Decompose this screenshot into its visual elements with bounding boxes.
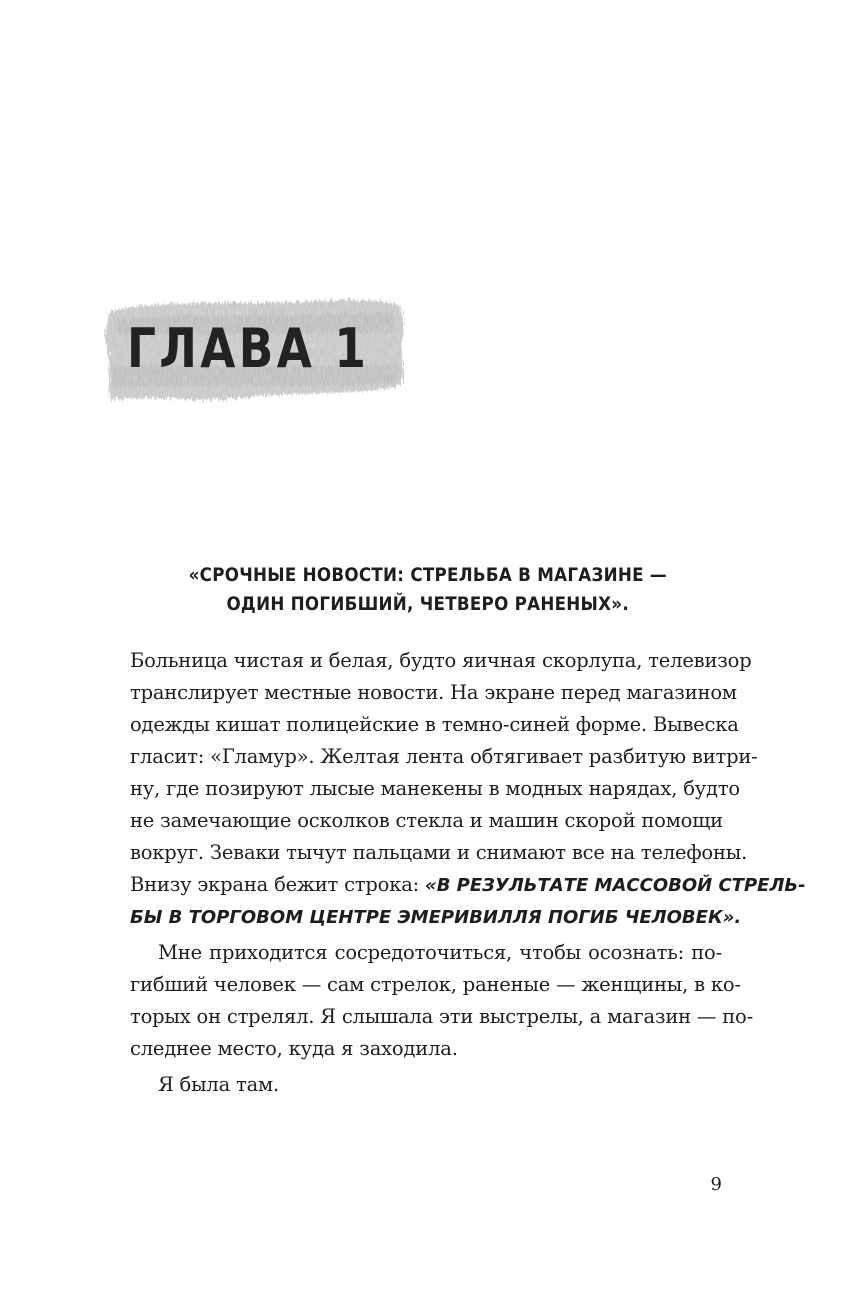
body-line: гибший человек — сам стрелок, раненые — женщины, в ко- bbox=[130, 973, 741, 996]
chapter-heading bbox=[100, 292, 410, 410]
body-line: вокруг. Зеваки тычут пальцами и снимают все на телефоны. bbox=[130, 841, 748, 864]
body-line: торых он стрелял. Я слышала эти выстрелы, а магазин — по- bbox=[130, 1005, 753, 1028]
epigraph-line-1: «СРОЧНЫЕ НОВОСТИ: СТРЕЛЬБА В МАГАЗИНЕ — bbox=[188, 564, 668, 586]
body-line: одежды кишат полицейские в темно-синей форме. Вывеска bbox=[130, 713, 739, 736]
body-line bbox=[130, 869, 806, 901]
body-line: транслирует местные новости. На экране перед магазином bbox=[130, 681, 737, 704]
body-line: ну, где позируют лысые манекены в модных нарядах, будто bbox=[130, 777, 740, 800]
body-line: Мне приходится сосредоточиться, чтобы осознать: по- bbox=[158, 941, 722, 964]
news-ticker-headline: «В РЕЗУЛЬТАТЕ МАССОВОЙ СТРЕЛЬ- bbox=[425, 875, 806, 896]
epigraph-line-2: ОДИН ПОГИБШИЙ, ЧЕТВЕРО РАНЕНЫХ». bbox=[226, 593, 630, 615]
body-line: Я была там. bbox=[158, 1073, 279, 1096]
body-line bbox=[130, 901, 742, 933]
chapter-title: ГЛАВА 1 bbox=[127, 317, 370, 380]
body-line: следнее место, куда я заходила. bbox=[130, 1037, 458, 1060]
body-text-fragment: Внизу экрана бежит строка: bbox=[130, 873, 419, 896]
body-line: Больница чистая и белая, будто яичная скорлупа, телевизор bbox=[130, 649, 752, 672]
body-line: гласит: «Гламур». Желтая лента обтягивает разбитую витри- bbox=[130, 745, 758, 768]
body-line: не замечающие осколков стекла и машин скорой помощи bbox=[130, 809, 723, 832]
page-number: 9 bbox=[710, 1174, 722, 1195]
news-ticker-headline: БЫ В ТОРГОВОМ ЦЕНТРЕ ЭМЕРИВИЛЛЯ ПОГИБ ЧЕЛОВЕК». bbox=[130, 907, 742, 928]
